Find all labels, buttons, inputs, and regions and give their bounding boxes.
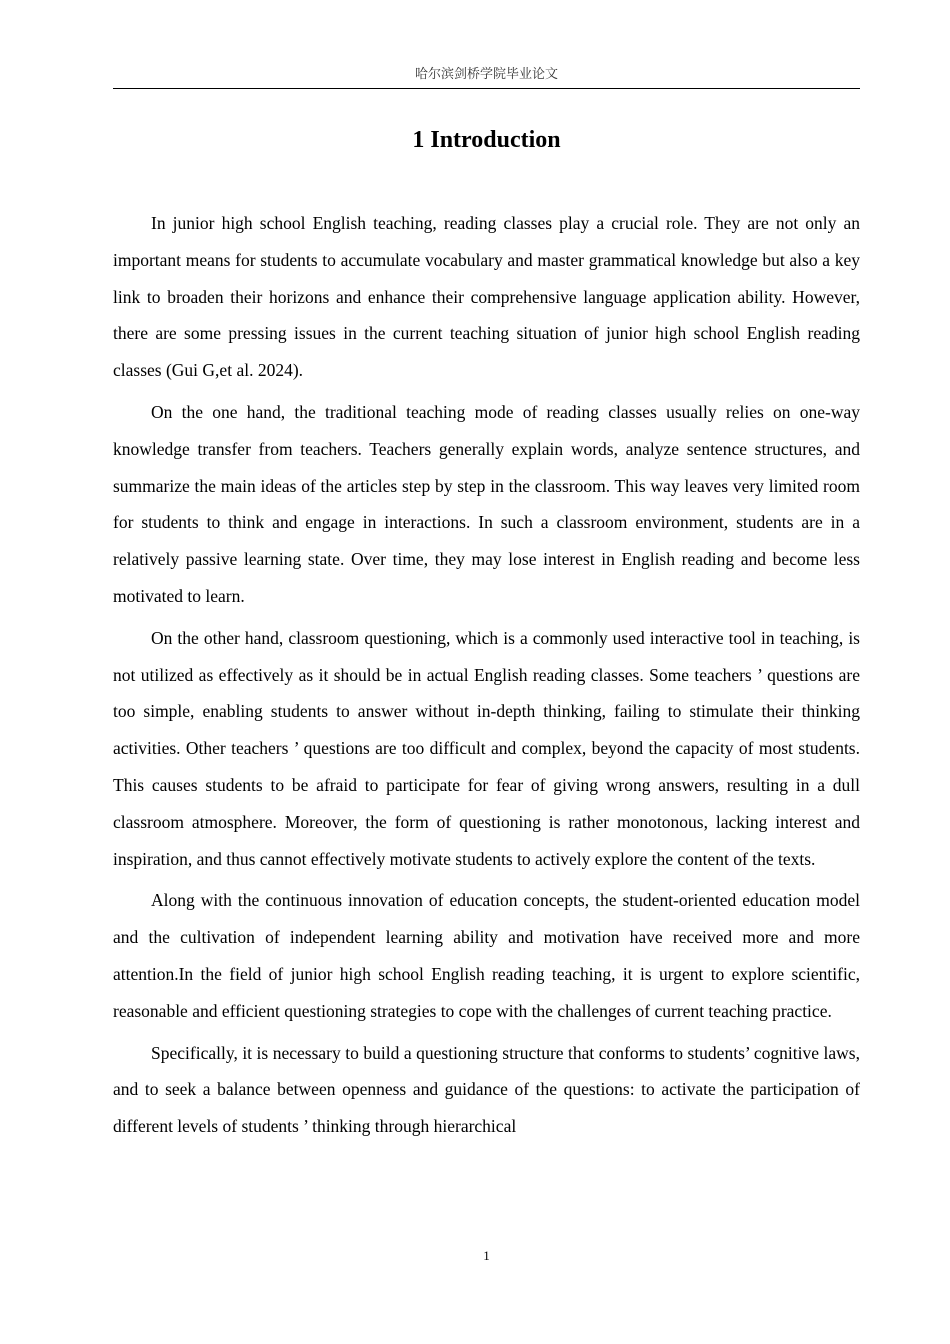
page-number: 1 — [483, 1248, 490, 1263]
body-text — [113, 205, 860, 1150]
header-rule — [113, 88, 860, 89]
paragraph: Specifically, it is necessary to build a questioning structure that conforms to students’ cognitive laws, and to seek a balance between openness and guidance of the questions: to activate the participation of different levels of students ’ thinking through hierarchical — [113, 1042, 860, 1137]
chapter-title: 1 Introduction — [412, 127, 561, 153]
paragraph: Along with the continuous innovation of education concepts, the student-oriented education model and the cultivation of independent learning ability and motivation have received more and more attention.In the field of junior high school English reading teaching, it is urgent to explore scientific, reasonable and efficient questioning strategies to cope with the challenges of current teaching practice. — [113, 890, 860, 1021]
paragraph: On the other hand, classroom questioning, which is a commonly used interactive tool in teaching, is not utilized as effectively as it should be in actual English reading classes. Some teachers ’ questions are too simple, enabling students to answer without in-depth thinking, failing to stimulate their thinking activities. Other teachers ’ questions are too difficult and complex, beyond the capacity of most students. This causes students to be afraid to participate for fear of giving wrong answers, resulting in a dull classroom atmosphere. Moreover, the form of questioning is rather monotonous, lacking interest and inspiration, and thus cannot effectively motivate students to actively explore the content of the texts. — [113, 627, 860, 869]
paragraph: On the one hand, the traditional teaching mode of reading classes usually relies on one-way knowledge transfer from teachers. Teachers generally explain words, analyze sentence structures, and summarize the main ideas of the articles step by step in the classroom. This way leaves very limited room for students to think and engage in interactions. In such a classroom environment, students are in a relatively passive learning state. Over time, they may lose interest in English reading and become less motivated to learn. — [113, 401, 860, 606]
paragraph: In junior high school English teaching, reading classes play a crucial role. They are not only an important means for students to accumulate vocabulary and master grammatical knowledge but also a key link to broaden their horizons and enhance their comprehensive language application ability. However, there are some pressing issues in the current teaching situation of junior high school English reading classes (Gui G,et al. 2024). — [113, 213, 860, 381]
running-header: 哈尔滨剑桥学院毕业论文 — [414, 67, 558, 82]
